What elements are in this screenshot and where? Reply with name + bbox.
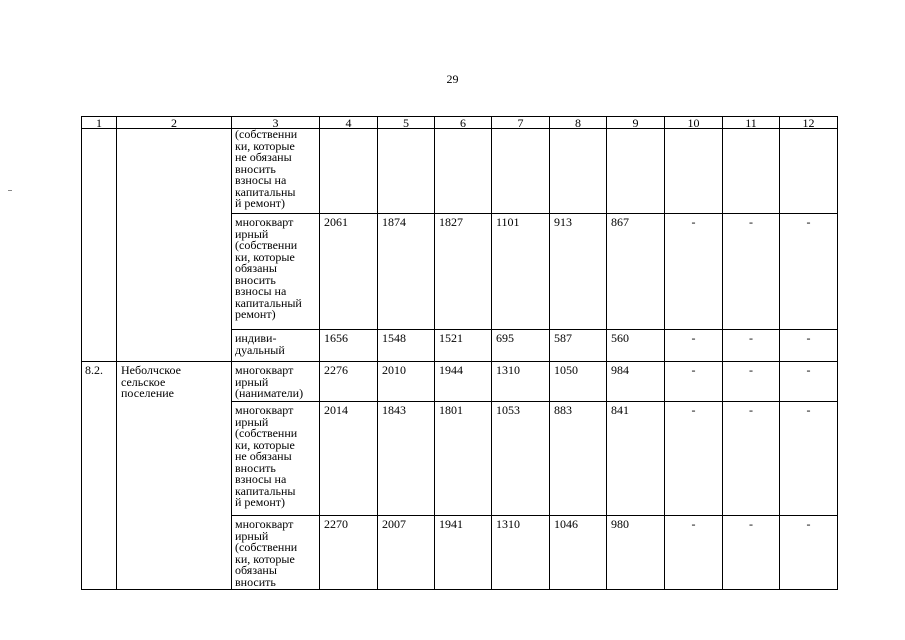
housing-type: многокварт ирный (наниматели) — [232, 362, 320, 402]
housing-type: индиви- дуальный — [232, 330, 320, 362]
value-cell: 2061 — [320, 214, 378, 330]
value-cell: 2276 — [320, 362, 378, 402]
value-cell: 2270 — [320, 516, 378, 590]
dash-cell: - — [780, 402, 838, 516]
row-number — [82, 516, 117, 590]
value-cell: 1944 — [435, 362, 492, 402]
scan-mark — [8, 190, 12, 191]
value-cell: 980 — [607, 516, 665, 590]
dash-cell: - — [780, 214, 838, 330]
settlement-name — [117, 330, 232, 362]
column-number: 10 — [665, 117, 723, 129]
column-number: 6 — [435, 117, 492, 129]
dash-cell: - — [665, 330, 723, 362]
value-cell: 587 — [550, 330, 607, 362]
value-cell: 867 — [607, 214, 665, 330]
tariff-table — [81, 116, 838, 590]
value-cell: 1046 — [550, 516, 607, 590]
column-number: 1 — [82, 117, 117, 129]
settlement-name: Неболчское сельское поселение — [117, 362, 232, 402]
value-cell — [607, 129, 665, 214]
dash-cell: - — [723, 516, 780, 590]
value-cell: 1310 — [492, 516, 550, 590]
table-row — [82, 330, 838, 362]
housing-type: многокварт ирный (собственни ки, которые обязаны вносить взносы на капитальный ремонт) — [232, 214, 320, 330]
dash-cell: - — [723, 362, 780, 402]
value-cell: 1656 — [320, 330, 378, 362]
row-number — [82, 214, 117, 330]
value-cell: 883 — [550, 402, 607, 516]
dash-cell: - — [780, 330, 838, 362]
value-cell: 695 — [492, 330, 550, 362]
column-number: 9 — [607, 117, 665, 129]
page-number: 29 — [446, 72, 459, 86]
value-cell: 1843 — [378, 402, 435, 516]
dash-cell: - — [665, 362, 723, 402]
dash-cell: - — [723, 402, 780, 516]
table-row — [82, 214, 838, 330]
value-cell: 1941 — [435, 516, 492, 590]
housing-type: многокварт ирный (собственни ки, которые не обязаны вносить взносы на капитальны й ремонт) — [232, 402, 320, 516]
value-cell: 2010 — [378, 362, 435, 402]
dash-cell: - — [723, 214, 780, 330]
housing-type: многокварт ирный (собственни ки, которые обязаны вносить — [232, 516, 320, 590]
row-number: 8.2. — [82, 362, 117, 402]
dash-cell — [723, 129, 780, 214]
column-number: 7 — [492, 117, 550, 129]
value-cell: 1801 — [435, 402, 492, 516]
column-number: 3 — [232, 117, 320, 129]
value-cell: 2007 — [378, 516, 435, 590]
dash-cell — [665, 129, 723, 214]
table-row — [82, 402, 838, 516]
value-cell — [492, 129, 550, 214]
column-number: 12 — [780, 117, 838, 129]
dash-cell: - — [723, 330, 780, 362]
column-number-row — [82, 117, 838, 129]
column-number: 11 — [723, 117, 780, 129]
settlement-name — [117, 402, 232, 516]
dash-cell — [780, 129, 838, 214]
housing-type: (собственни ки, которые не обязаны вносить взносы на капитальны й ремонт) — [232, 129, 320, 214]
value-cell: 560 — [607, 330, 665, 362]
dash-cell: - — [665, 402, 723, 516]
value-cell — [320, 129, 378, 214]
row-number — [82, 330, 117, 362]
value-cell: 984 — [607, 362, 665, 402]
value-cell: 1548 — [378, 330, 435, 362]
value-cell: 1521 — [435, 330, 492, 362]
value-cell: 1310 — [492, 362, 550, 402]
table-row — [82, 129, 838, 214]
value-cell: 1101 — [492, 214, 550, 330]
value-cell: 1053 — [492, 402, 550, 516]
settlement-name — [117, 129, 232, 214]
value-cell: 2014 — [320, 402, 378, 516]
dash-cell: - — [780, 362, 838, 402]
column-number: 2 — [117, 117, 232, 129]
value-cell — [550, 129, 607, 214]
value-cell: 1827 — [435, 214, 492, 330]
column-number: 5 — [378, 117, 435, 129]
value-cell: 1050 — [550, 362, 607, 402]
row-number — [82, 402, 117, 516]
value-cell — [435, 129, 492, 214]
settlement-name — [117, 214, 232, 330]
value-cell: 1874 — [378, 214, 435, 330]
dash-cell: - — [665, 214, 723, 330]
dash-cell: - — [780, 516, 838, 590]
row-number — [82, 129, 117, 214]
settlement-name — [117, 516, 232, 590]
table-row — [82, 516, 838, 590]
dash-cell: - — [665, 516, 723, 590]
column-number: 4 — [320, 117, 378, 129]
value-cell: 913 — [550, 214, 607, 330]
table-row — [82, 362, 838, 402]
column-number: 8 — [550, 117, 607, 129]
value-cell — [378, 129, 435, 214]
value-cell: 841 — [607, 402, 665, 516]
